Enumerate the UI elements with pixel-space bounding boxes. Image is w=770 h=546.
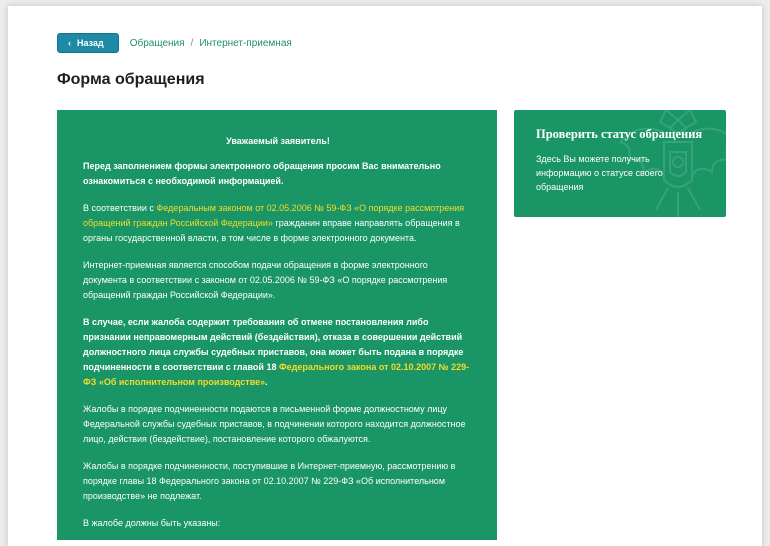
info-intro: Перед заполнением формы электронного обращения просим Вас внимательно ознакомиться с необходимой информацией. (83, 161, 441, 186)
info-paragraph-requirements: В жалобе должны быть указаны: (83, 518, 221, 528)
law-229-link[interactable]: Федерального закона от 02.10.2007 № 229-ФЗ «Об исполнительном производстве» (83, 362, 470, 387)
top-bar (57, 33, 292, 53)
breadcrumb-separator: / (190, 37, 194, 49)
info-paragraph-reception: Интернет-приемная является способом подачи обращения в форме электронного документа в соответствии с законом от 02.05.2006 № 59-ФЗ «О порядке рассмотрения обращений граждан Российской Федерации». (83, 260, 448, 300)
breadcrumb-item-appeals[interactable]: Обращения (129, 37, 185, 49)
back-button[interactable] (57, 33, 119, 53)
info-paragraph-subordination: Жалобы в порядке подчиненности подаются в письменной форме должностному лицу Федеральной службы судебных приставов, в подчинении которого находится должностное лицо, действия (бездействие), постановление которого обжалуются. (83, 404, 466, 444)
breadcrumb (130, 38, 292, 49)
info-paragraph-law-59: В соответствии с Федеральным законом от 02.05.2006 № 59-ФЗ «О порядке рассмотрения обращений граждан Российской Федерации» гражданин вправе направлять обращения в органы государственной власти, в том числе в форме электронного документа. (83, 203, 465, 243)
back-button-label: Назад (77, 38, 104, 48)
info-card (57, 110, 497, 540)
info-greeting: Уважаемый заявитель! (226, 136, 330, 146)
info-paragraph-not-considered: Жалобы в порядке подчиненности, поступившие в Интернет-приемную, рассмотрению в порядке главы 18 Федерального закона от 02.10.2007 № 229-ФЗ «Об исполнительном производстве» не подлежат. (83, 461, 456, 501)
page-frame (8, 6, 762, 546)
status-card-description: Здесь Вы можете получить информацию о статусе своего обращения (536, 154, 663, 192)
law-59-link[interactable]: Федеральным законом от 02.05.2006 № 59-ФЗ «О порядке рассмотрения обращений граждан Российской Федерации» (83, 203, 465, 228)
status-card-title: Проверить статус обращения (536, 127, 703, 141)
page-title: Форма обращения (57, 71, 205, 88)
info-paragraph-complaint: В случае, если жалоба содержит требования об отмене постановления либо признании неправомерным действий (бездействия), отказа в совершении действий должностного лица службы судебных приставов, она может быть подана в порядке подчиненности в соответствии с главой 18 Федерального закона от 02.10.2007 № 229-ФЗ «Об исполнительном производстве». (83, 317, 470, 387)
breadcrumb-item-internet-reception[interactable]: Интернет-приемная (199, 37, 292, 49)
check-status-card[interactable] (514, 110, 726, 217)
chevron-left-icon: ‹ (68, 37, 71, 48)
